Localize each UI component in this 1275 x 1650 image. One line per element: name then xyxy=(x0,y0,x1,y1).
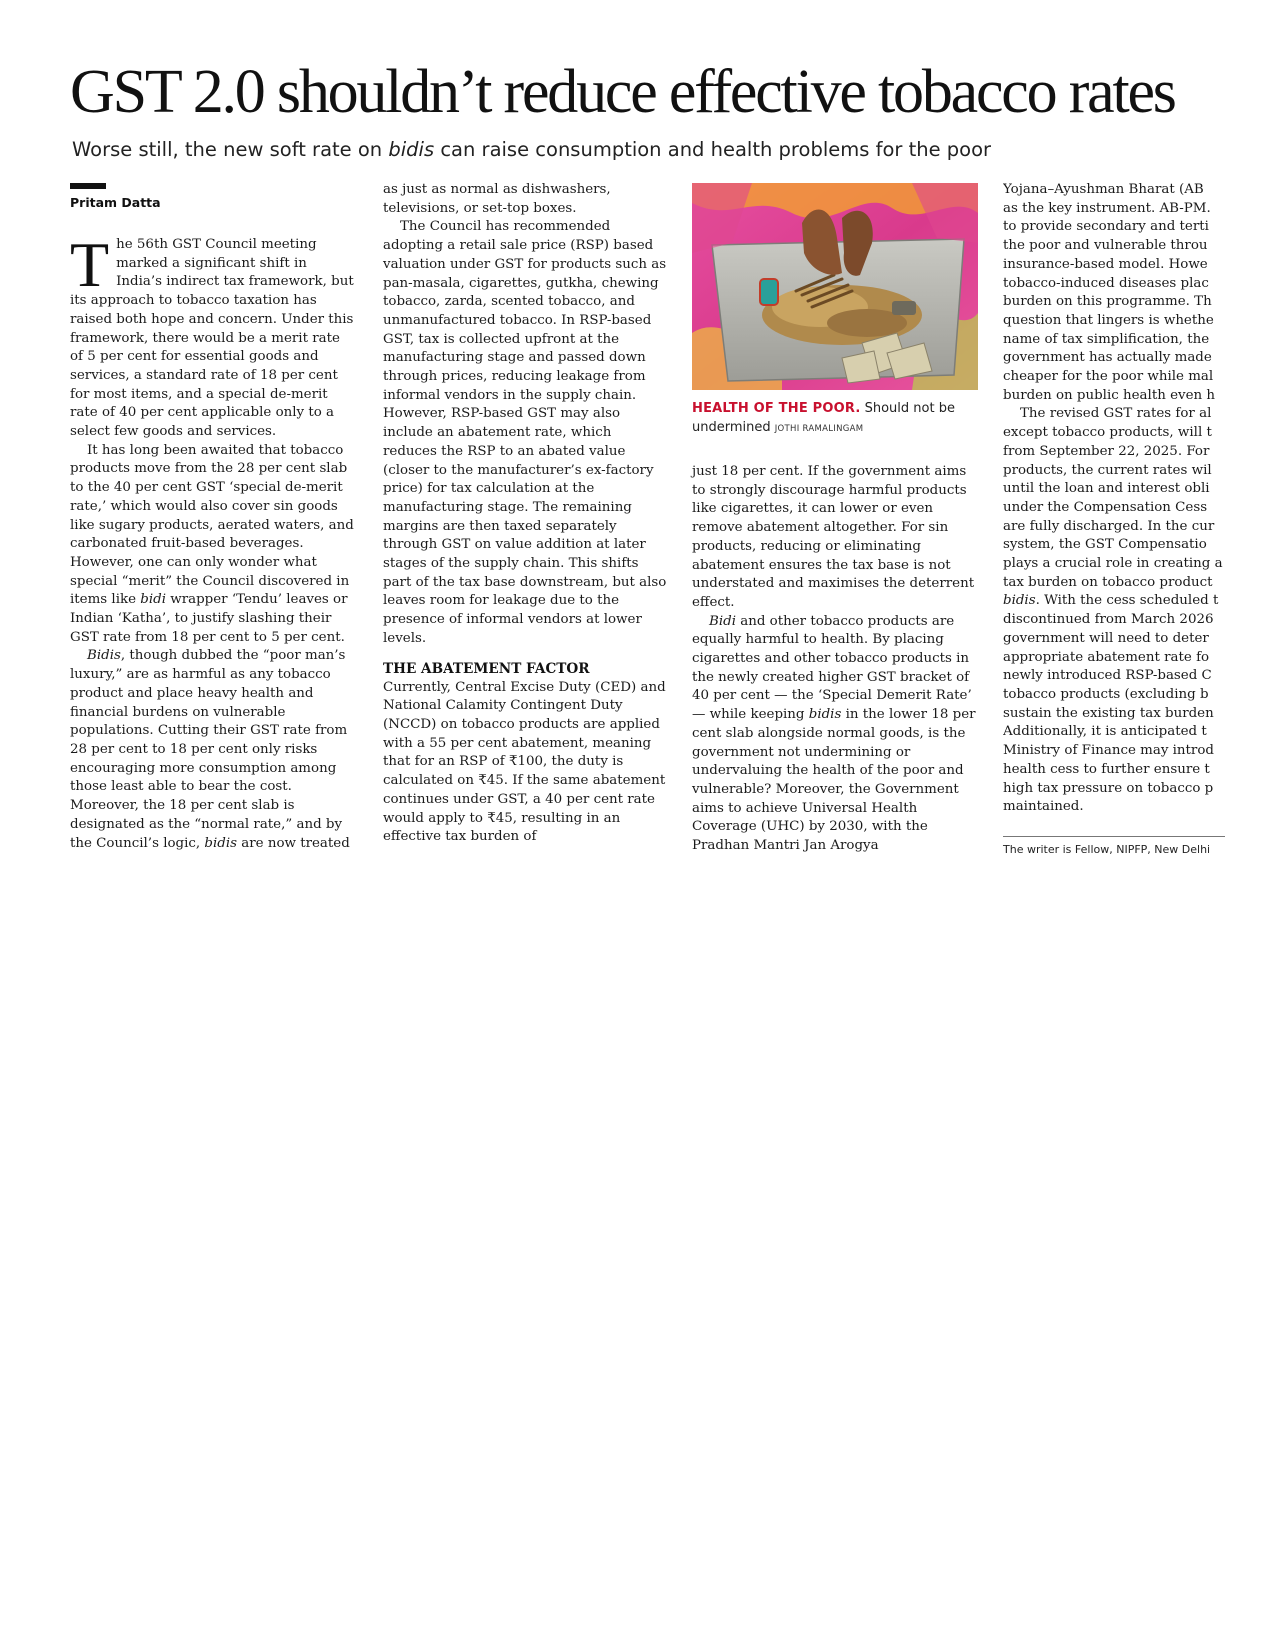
paragraph: just 18 per cent. If the government aims to strongly discourage harmful products like cigarettes, it can lower or even remove abatement altogether. For sin products, reducing or eliminating abatement ensures the tax base is not understated and maximises the deterrent effect. xyxy=(692,464,975,610)
paragraph: Bidis, though dubbed the “poor man’s luxury,” are as harmful as any tobacco product and place heavy health and financial burdens on vulnerable populations. Cutting their GST rate from 28 per cent to 18 per cent only risks encouraging more consumption among those least able to bear the cost. Moreover, the 18 per cent slab is designated as the “normal rate,” and by the Council’s logic, bidis are now treated xyxy=(70,648,350,851)
text-line: burden on public health even h xyxy=(1003,387,1216,403)
text-line: name of tax simplification, the xyxy=(1003,331,1210,347)
text-line: question that lingers is whethe xyxy=(1003,312,1214,328)
author-note: The writer is Fellow, NIPFP, New Delhi xyxy=(1003,843,1211,856)
strapline: Worse still, the new soft rate on bidis can raise consumption and health problems for the poor xyxy=(72,138,992,161)
text-line: government has actually made xyxy=(1003,350,1212,366)
text-line: Ministry of Finance may introd xyxy=(1003,743,1214,759)
text-line: high tax pressure on tobacco p xyxy=(1003,780,1214,796)
byline-rule xyxy=(70,183,106,189)
text-line: bidis. With the cess scheduled t xyxy=(1003,593,1219,609)
text-line: tobacco-induced diseases plac xyxy=(1003,275,1209,291)
text-line: under the Compensation Cess xyxy=(1003,499,1208,515)
footnote-rule xyxy=(1003,836,1225,837)
text-line: to provide secondary and terti xyxy=(1003,219,1209,235)
text-line: until the loan and interest obli xyxy=(1003,481,1210,497)
article-column-3 xyxy=(692,463,977,856)
text-line: appropriate abatement rate fo xyxy=(1003,649,1210,665)
paragraph: Currently, Central Excise Duty (CED) and National Calamity Contingent Duty (NCCD) on tobacco products are applied with a 55 per cent abatement, meaning that for an RSP of ₹100, the duty is calculated on ₹45. If the same abatement continues under GST, a 40 per cent rate would apply to ₹45, resulting in an effective tax burden of xyxy=(383,679,666,845)
text-line: cheaper for the poor while mal xyxy=(1003,369,1214,385)
text-line: as the key instrument. AB-PM. xyxy=(1003,200,1211,216)
text-line: The revised GST rates for al xyxy=(1020,406,1212,422)
text-line: plays a crucial role in creating a xyxy=(1003,556,1223,572)
text-line: newly introduced RSP-based C xyxy=(1003,668,1212,684)
text-line: sustain the existing tax burden xyxy=(1003,705,1214,721)
text-line: except tobacco products, will t xyxy=(1003,425,1212,441)
text-line: government will need to deter xyxy=(1003,630,1209,646)
text-line: Yojana–Ayushman Bharat (AB xyxy=(1003,182,1204,197)
drop-cap: T xyxy=(70,229,110,300)
paragraph xyxy=(1003,405,1225,816)
text-line: tobacco products (excluding b xyxy=(1003,686,1209,702)
headline: GST 2.0 shouldn’t reduce effective tobacco rates xyxy=(70,58,1175,126)
photo-illustration xyxy=(692,183,978,390)
text-line: tax burden on tobacco product xyxy=(1003,574,1213,590)
text-line: from September 22, 2025. For xyxy=(1003,443,1210,459)
article-column-2 xyxy=(383,181,668,847)
paragraph: as just as normal as dishwashers, televisions, or set-top boxes. xyxy=(383,182,611,216)
paragraph: The Council has recommended adopting a retail sale price (RSP) based valuation under GST for products such as pan-masala, cigarettes, gutkha, chewing tobacco, zarda, scented tobacco, and unmanufactured tobacco. In RSP-based GST, tax is collected upfront at the manufacturing stage and passed down through prices, reducing leakage from informal vendors in the supply chain. However, RSP-based GST may also include an abatement rate, which reduces the RSP to an abated value (closer to the manufacturer’s ex-factory price) for tax calculation at the manufacturing stage. The remaining margins are then taxed separately through GST on value addition at later stages of the supply chain. This shifts part of the tax base downstream, but also leaves room for leakage due to the presence of informal vendors at lower levels. xyxy=(383,219,667,646)
paragraph xyxy=(1003,181,1225,405)
text-line: Additionally, it is anticipated t xyxy=(1003,724,1207,740)
text-line: products, the current rates wil xyxy=(1003,462,1212,478)
photo-credit: JOTHI RAMALINGAM xyxy=(774,424,864,434)
bidi-rolling-photo xyxy=(692,183,978,390)
paragraph: It has long been awaited that tobacco products move from the 28 per cent slab to the 40 per cent GST ‘special de-merit rate,’ which would also cover sin goods like sugary products, aerated waters, and carbonated fruit-based beverages. However, one can only wonder what special “merit” the Council discovered in items like bidi wrapper ‘Tendu’ leaves or Indian ‘Katha’, to justify slashing their GST rate from 18 per cent to 5 per cent. xyxy=(70,442,354,645)
caption-text: Should not be undermined xyxy=(692,401,955,435)
text-line: discontinued from March 2026 xyxy=(1003,612,1214,628)
photo-caption xyxy=(692,399,982,439)
text-line: the poor and vulnerable throu xyxy=(1003,238,1208,254)
text-line: are fully discharged. In the cur xyxy=(1003,518,1215,534)
text-line: health cess to further ensure t xyxy=(1003,761,1210,777)
article-column-1 xyxy=(70,229,355,853)
byline: Pritam Datta xyxy=(70,195,161,210)
text-line: insurance-based model. Howe xyxy=(1003,256,1208,272)
caption-heading: HEALTH OF THE POOR. xyxy=(692,401,861,416)
paragraph: The 56th GST Council meeting marked a significant shift in India’s indirect tax framework, but its approach to tobacco taxation has raised both hope and concern. Under this framework, there would be a merit rate of 5 per cent for essential goods and services, a standard rate of 18 per cent for most items, and a special de-merit rate of 40 per cent applicable only to a select few goods and services. xyxy=(70,229,354,440)
subheading: THE ABATEMENT FACTOR xyxy=(383,660,590,677)
text-line: burden on this programme. Th xyxy=(1003,294,1212,310)
paragraph: Bidi and other tobacco products are equally harmful to health. By placing cigarettes and other tobacco products in the newly created higher GST bracket of 40 per cent — the ‘Special Demerit Rate’ — while keeping bidis in the lower 18 per cent slab alongside normal goods, is the government not undermining or undervaluing the health of the poor and vulnerable? Moreover, the Government aims to achieve Universal Health Coverage (UHC) by 2030, with the Pradhan Mantri Jan Arogya xyxy=(692,613,976,854)
article-column-4 xyxy=(1003,181,1225,817)
text-line: maintained. xyxy=(1003,799,1084,815)
text-line: system, the GST Compensatio xyxy=(1003,537,1207,553)
